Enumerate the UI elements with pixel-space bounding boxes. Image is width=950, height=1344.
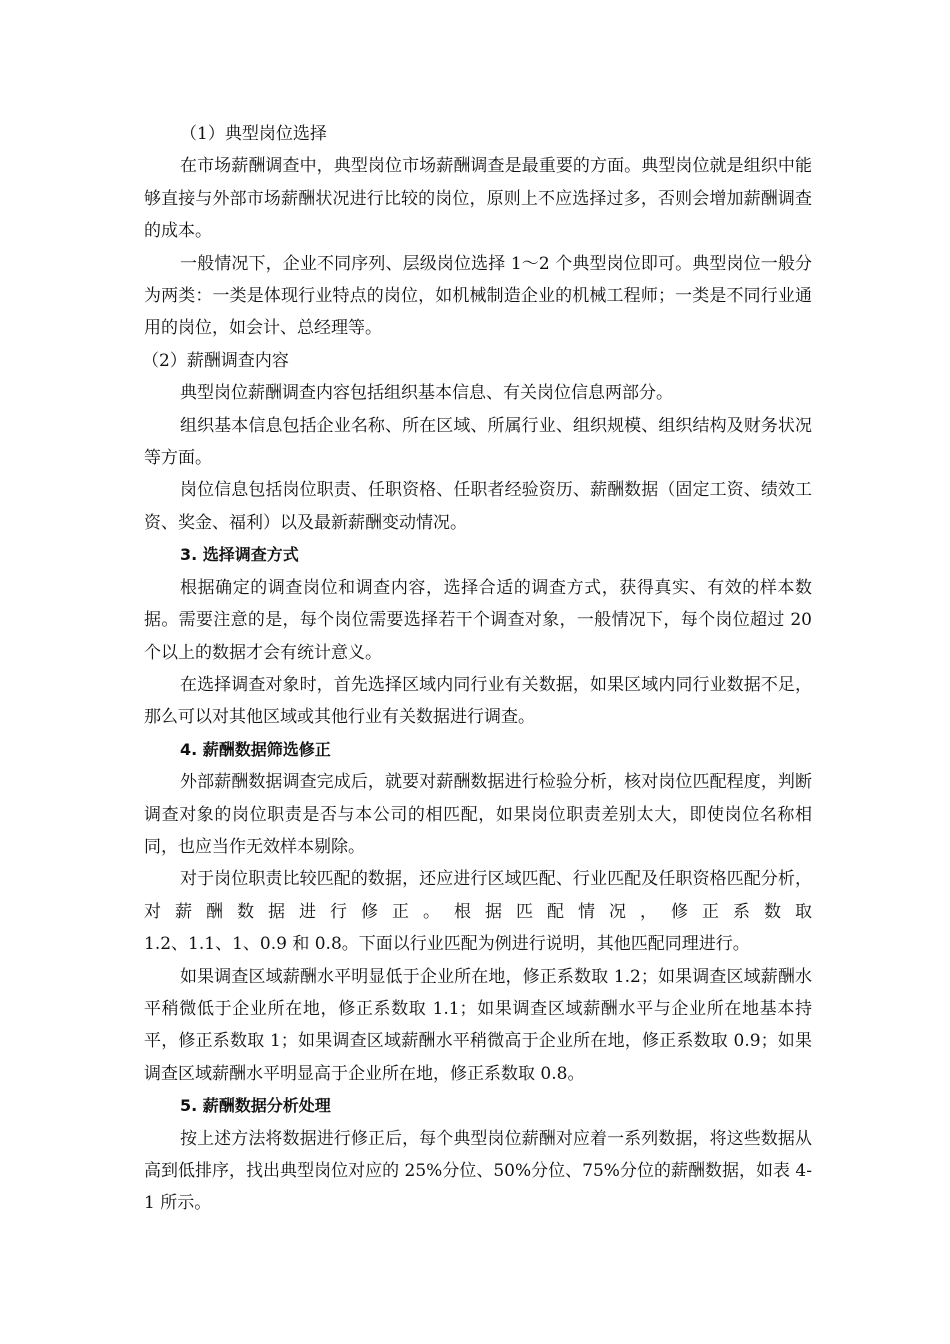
- section-heading: 5. 薪酬数据分析处理: [180, 1096, 331, 1116]
- paragraph: 在市场薪酬调查中，典型岗位市场薪酬调查是最重要的方面。典型岗位就是组织中能够直接与外部市场薪酬状况进行比较的岗位，原则上不应选择过多，否则会增加薪酬调查的成本。: [144, 156, 812, 242]
- section-heading: （2）薪酬调查内容: [142, 350, 289, 371]
- section-heading: 3. 选择调查方式: [180, 545, 299, 565]
- paragraph: 按上述方法将数据进行修正后，每个典型岗位薪酬对应着一系列数据，将这些数据从高到低排序，找出典型岗位对应的 25%分位、50%分位、75%分位的薪酬数据，如表 4-1 所示。: [144, 1128, 812, 1214]
- paragraph: 岗位信息包括岗位职责、任职资格、任职者经验资历、薪酬数据（固定工资、绩效工资、奖金、福利）以及最新薪酬变动情况。: [144, 480, 812, 533]
- paragraph: 在选择调查对象时，首先选择区域内同行业有关数据，如果区域内同行业数据不足，那么可以对其他区域或其他行业有关数据进行调查。: [144, 674, 812, 728]
- section-heading: （1）典型岗位选择: [180, 124, 327, 144]
- paragraph-continuation: 1.2、1.1、1、0.9 和 0.8。下面以行业匹配为例进行说明，其他匹配同理进行。: [144, 934, 750, 955]
- paragraph: 组织基本信息包括企业名称、所在区域、所属行业、组织规模、组织结构及财务状况等方面。: [144, 415, 812, 469]
- paragraph: 根据确定的调查岗位和调查内容，选择合适的调查方式，获得真实、有效的样本数据。需要注意的是，每个岗位需要选择若干个调查对象，一般情况下，每个岗位超过 20 个以上的数据才会有统计意义。: [144, 577, 812, 663]
- section-heading: 4. 薪酬数据筛选修正: [180, 739, 331, 759]
- document-page: [144, 118, 812, 1220]
- paragraph: 一般情况下，企业不同序列、层级岗位选择 1～2 个典型岗位即可。典型岗位一般分为两类：一类是体现行业特点的岗位，如机械制造企业的机械工程师；一类是不同行业通用的岗位，如会计、总经理等。: [144, 253, 812, 339]
- paragraph: 对于岗位职责比较匹配的数据，还应进行区域匹配、行业匹配及任职资格匹配分析，对薪酬数据进行修正。根据匹配情况，修正系数取: [144, 869, 812, 922]
- paragraph: 如果调查区域薪酬水平明显低于企业所在地，修正系数取 1.2；如果调查区域薪酬水平稍微低于企业所在地，修正系数取 1.1；如果调查区域薪酬水平与企业所在地基本持平，修正系数取 1；如果调查区域薪酬水平稍微高于企业所在地，修正系数取 0.9；如果调查区域薪酬水平明显高于企业所在地，修正系数取 0.8。: [144, 966, 812, 1084]
- paragraph: 典型岗位薪酬调查内容包括组织基本信息、有关岗位信息两部分。: [180, 383, 673, 404]
- paragraph: 外部薪酬数据调查完成后，就要对薪酬数据进行检验分析，核对岗位匹配程度，判断调查对象的岗位职责是否与本公司的相匹配，如果岗位职责差别太大，即使岗位名称相同，也应当作无效样本剔除。: [144, 772, 812, 857]
